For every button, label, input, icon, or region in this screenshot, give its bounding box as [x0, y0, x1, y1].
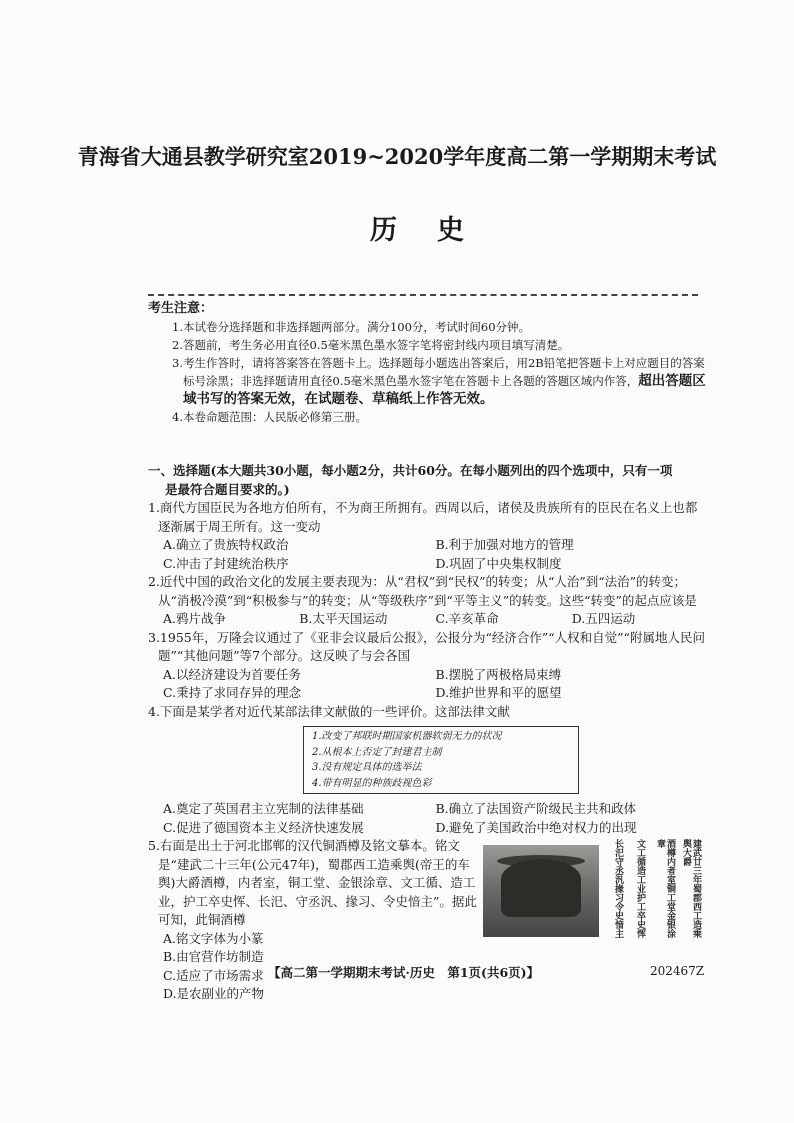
option-c: C.适应了市场需求: [163, 967, 264, 983]
option-a: A.铭文字体为小篆: [163, 930, 264, 946]
exam-title: 青海省大通县教学研究室2019~2020学年度高二第一学期期末考试: [77, 144, 717, 169]
evaluation-line: 2.从根本上否定了封建君主制: [312, 746, 442, 758]
question-text: 1.商代方国臣民为各地方伯所有，不为商王所拥有。西周以后，诸侯及贵族所有的臣民在名义上也都逐渐属于周王所有。这一变动: [148, 500, 698, 534]
option-c: C.促进了德国资本主义经济快速发展: [163, 819, 364, 835]
notice-item-2: 2.答题前，考生务必用直径0.5毫米黑色墨水签字笔将密封线内项目填写清楚。: [172, 338, 570, 352]
option-b: B.太平天国运动: [299, 611, 388, 626]
option-d: D.巩固了中央集权制度: [435, 555, 562, 571]
question-text: 2.近代中国的政治文化的发展主要表现为：从“君权”到“民权”的转变；从“人治”到“法治”的转变；从“消极冷漠”到“积极参与”的转变；从“等级秩序”到“平等主义”的转变。这些“转变”的起点应该是: [148, 574, 697, 608]
inscription-column: 文工循造工业护工卒史恽: [635, 839, 645, 938]
notice-item-3: [148, 354, 708, 408]
divider: [148, 294, 698, 296]
option-c: C.秉持了求同存异的理念: [163, 685, 302, 700]
question-1: [148, 499, 708, 573]
evaluation-box: [303, 726, 579, 794]
inscription-column: 长汜守丞汎掾习令史愔主: [613, 839, 623, 938]
evaluation-line: 3.没有规定具体的选举法: [312, 762, 422, 773]
evaluation-line: 1.改变了邦联时期国家机器软弱无力的状况: [312, 731, 502, 742]
inscription-column: 建武廿三年蜀郡西工造乘舆大爵: [681, 839, 701, 938]
option-a: A.奠定了英国君主立宪制的法律基础: [163, 801, 364, 816]
question-3: [148, 629, 708, 703]
question-4: [148, 703, 708, 838]
evaluation-line: 4.带有明显的种族歧视色彩: [312, 777, 432, 789]
option-c: C.辛亥革命: [435, 611, 499, 626]
inscription-rubbing: [605, 839, 710, 944]
notice-item-3-emphasis: 超出答题区域书写的答案无效，在试题卷、草稿纸上作答无效。: [183, 373, 706, 407]
notice-item-4: 4.本卷命题范围：人民版必修第三册。: [172, 410, 367, 424]
question-text: 5.右面是出土于河北邯郸的汉代铜酒樽及铭文摹本。铭文是“建武二十三年(公元47年)，蜀郡西工造乘舆(帝王的车舆)大爵酒樽，内者室，铜工堂、金银涂章、文工循、造工业，护工卒史恽、长汜、守丞汎、掾习、令史愔主”。据此可知，此铜酒樽: [148, 838, 477, 927]
option-b: B.确立了法国资产阶级民主共和政体: [435, 801, 637, 816]
bronze-vessel-photo: [483, 845, 599, 937]
notice-block: [148, 300, 708, 426]
section-heading: 一、选择题(本大题共30小题，每小题2分，共计60分。在每小题列出的四个选项中，只有一项: [148, 463, 673, 478]
option-c: C.冲击了封建统治秩序: [163, 555, 289, 571]
question-2: [148, 573, 708, 629]
page-footer: 【高二第一学期期末考试·历史 第1页(共6页)】: [268, 965, 540, 980]
inscription-column: 酒樽内者室铜工堂金银涂章: [655, 839, 675, 938]
exam-code: 202467Z: [650, 964, 705, 978]
option-d: D.避免了美国政治中绝对权力的出现: [435, 819, 637, 835]
notice-item-1: 1.本试卷分选择题和非选择题两部分。满分100分，考试时间60分钟。: [172, 320, 531, 334]
question-text: 4.下面是某学者对近代某部法律文献做的一些评价。这部法律文献: [148, 703, 510, 719]
option-d: D.五四运动: [571, 611, 636, 626]
questions-area: [148, 462, 708, 1004]
notice-item-3-text: 3.考生作答时，请将答案答在答题卡上。选择题每小题选出答案后，用2B铅笔把答题卡上对应题目的答案标号涂黑；非选择题请用直径0.5毫米黑色墨水签字笔在答题卡上各题的答题区域内作答，: [172, 356, 705, 388]
option-b: B.摆脱了两极格局束缚: [435, 666, 562, 682]
option-a: A.以经济建设为首要任务: [163, 666, 302, 682]
option-d: D.是农副业的产物: [163, 986, 265, 1001]
option-a: A.鸦片战争: [163, 611, 227, 626]
option-b: B.由官营作坊制造: [163, 949, 264, 964]
option-a: A.确立了贵族特权政治: [163, 537, 289, 552]
question-text: 3.1955年，万隆会议通过了《亚非会议最后公报》，公报分为“经济合作”“人权和自觉”“附属地人民问题”“其他问题”等7个部分。这反映了与会各国: [148, 629, 705, 663]
option-b: B.利于加强对地方的管理: [435, 537, 574, 552]
section-heading-cont: 是最符合题目要求的。): [165, 481, 290, 497]
option-d: D.维护世界和平的愿望: [435, 685, 562, 700]
notice-heading: 考生注意：: [148, 301, 214, 316]
subject-title: 历史: [370, 215, 504, 246]
